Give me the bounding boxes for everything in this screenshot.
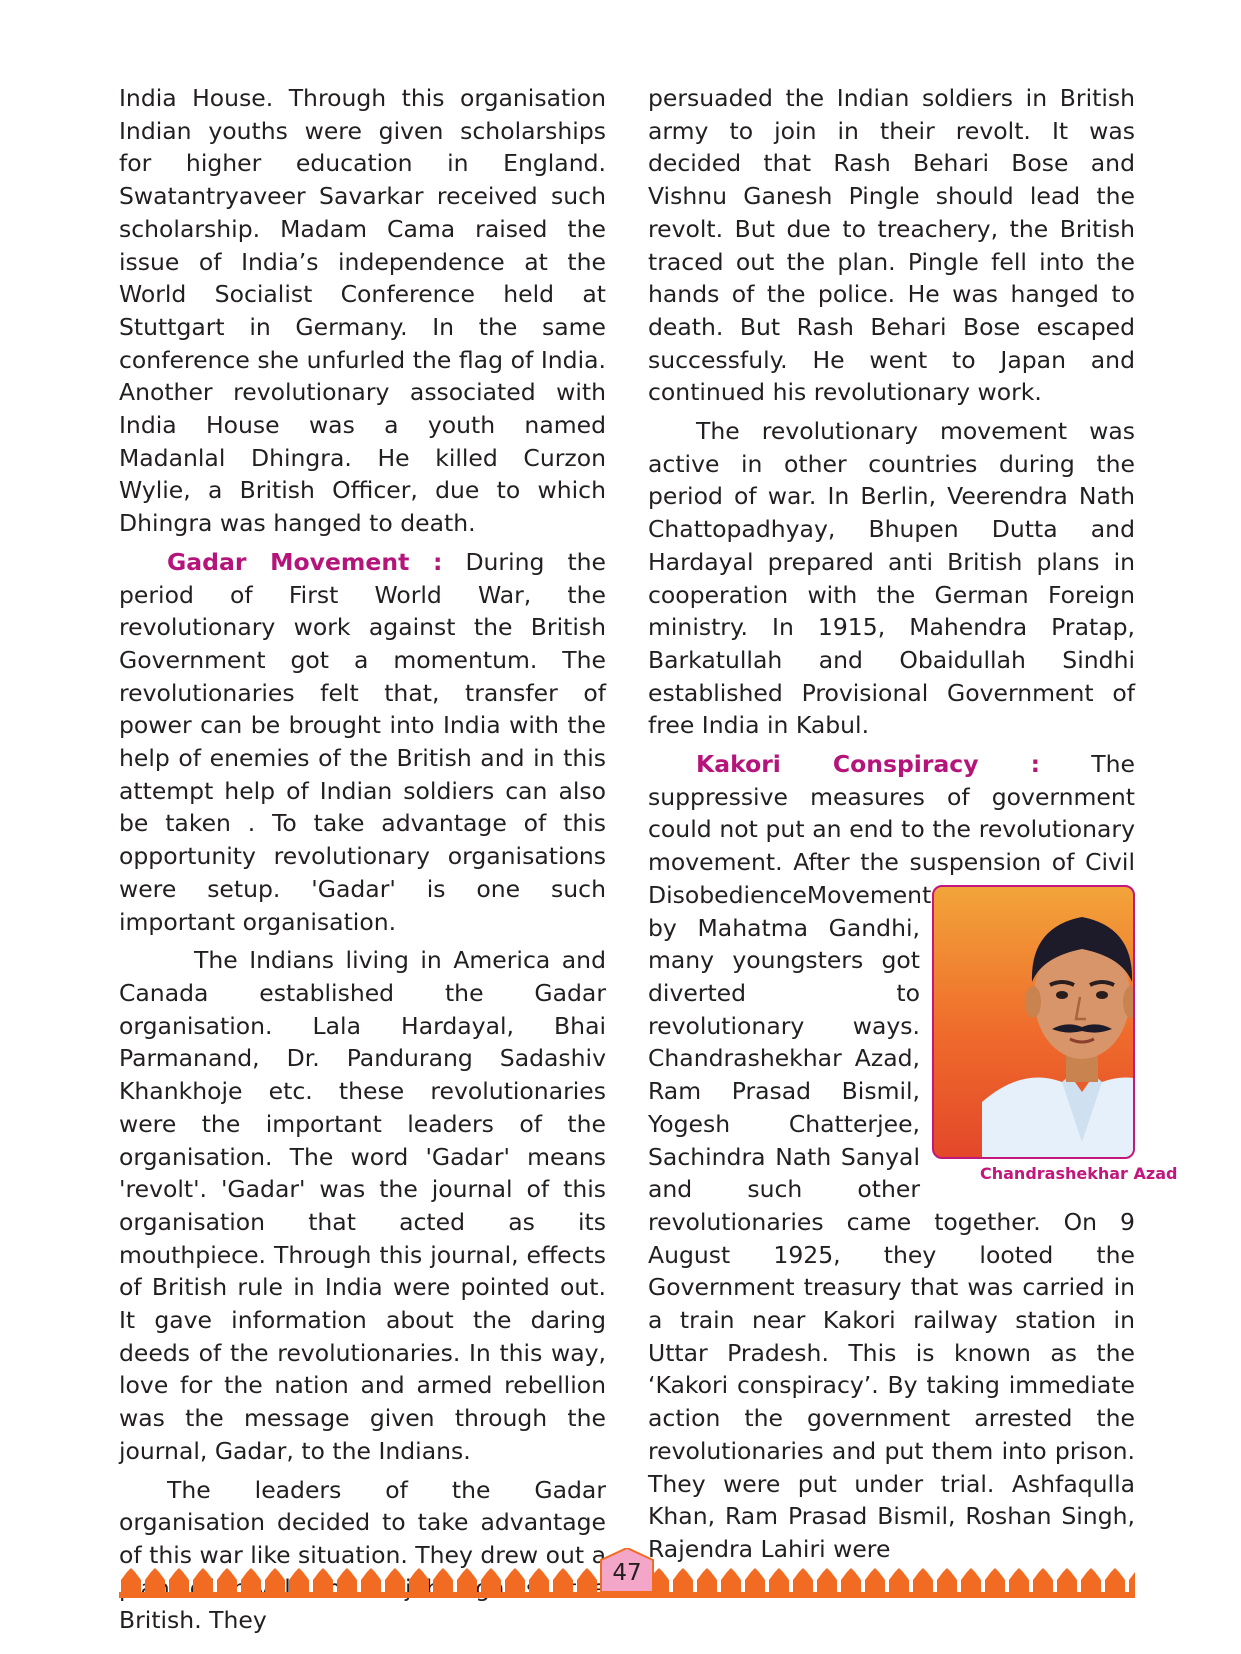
page-number-box	[599, 1548, 655, 1592]
paragraph-berlin-committee: The revolutionary movement was active in other countries during the period of war. In Berlin, Veerendra Nath Chattopadhyay, Bhupen Dutta and Hardayal prepared anti British plans in cooperation with the German Foreign ministry. In 1915, Mahendra Pratap, Barkatullah and Obaidullah Sindhi established Provisional Government of free India in Kabul.	[648, 417, 1135, 740]
heading-kakori-conspiracy: Kakori Conspiracy :	[696, 750, 1040, 779]
paragraph-india-house: India House. Through this organisation Indian youths were given scholarships for higher education in England. Swatantryaveer Savarkar received such scholarship. Madam Cama raised the issue of India’s independence at the World Socialist Conference held at Stuttgart in Germany. In the same conference she unfurled the flag of India. Another revolutionary associated with India House was a youth named Madanlal Dhingra. He killed Curzon Wylie, a British Officer, due to which Dhingra was hanged to death.	[119, 84, 606, 538]
paragraph-kakori-conspiracy	[648, 748, 1178, 1566]
page-footer	[119, 1548, 1135, 1598]
right-column	[648, 82, 1178, 1572]
portrait-illustration	[982, 887, 1135, 1157]
paragraph-gadar-movement	[119, 546, 606, 938]
kakori-text-intro: The suppressive measures of government could not put an end to the revolutionary movement. After the suspension of Civil Disobedience	[648, 750, 1135, 909]
portrait-figure	[932, 885, 1178, 1185]
left-column	[119, 82, 606, 1643]
paragraph-gadar-organisation: The Indians living in America and Canada established the Gadar organisation. Lala Hardayal, Bhai Parmanand, Dr. Pandurang Sadashiv Khankhoje etc. these revolutionaries were the important leaders of the organisation. The word 'Gadar' means 'revolt'. 'Gadar' was the journal of this organisation that acted as its mouthpiece. Through this journal, effects of British rule in India were pointed out. It gave information about the daring deeds of the revolutionaries. In this way, love for the nation and armed rebellion was the message given through the journal, Gadar, to the Indians.	[119, 946, 606, 1465]
gadar-movement-text: During the period of First World War, the revolutionary work against the British Government got a momentum. The revolutionaries felt that, transfer of power can be brought into India with the help of enemies of the British and in this attempt help of Indian soldiers can also be taken . To take advantage of this opportunity revolutionary organisations were setup. 'Gadar' is one such important organisation.	[119, 547, 607, 936]
portrait-image	[932, 885, 1135, 1159]
kakori-text-main: Movement by Mahatma Gandhi, many youngsters got diverted to revolutionary ways. Chandrashekhar Azad, Ram Prasad Bismil, Yogesh Chatterjee, Sachindra Nath Sanyal and such other revolutionaries came together. On 9 August 1925, they looted the Government treasury that was carried in a train near Kakori railway station in Uttar Pradesh. This is known as the ‘Kakori conspiracy’. By taking immediate action the government arrested the revolutionaries and put them into prison. They were put under trial. Ashfaqulla Khan, Ram Prasad Bismil, Roshan Singh,	[648, 880, 1135, 1531]
portrait-caption: Chandrashekhar Azad	[980, 1163, 1178, 1183]
paragraph-gadar-leaders: The leaders of the Gadar organisation decided to take advantage British. They	[119, 1475, 606, 1635]
heading-gadar-movement: Gadar Movement :	[167, 547, 443, 576]
paragraph-rash-behari-bose: persuaded the Indian soldiers in British army to join in their revolt. It was decided that Rash Behari Bose and Vishnu Ganesh Pingle should lead the revolt. But due to treachery, the British traced out the plan. Pingle fell into the hands of the police. He was hanged to death. But Rash Behari Bose escaped successfuly. He went to Japan and continued his revolutionary work.	[648, 84, 1135, 407]
page-number: 47	[612, 1560, 642, 1586]
